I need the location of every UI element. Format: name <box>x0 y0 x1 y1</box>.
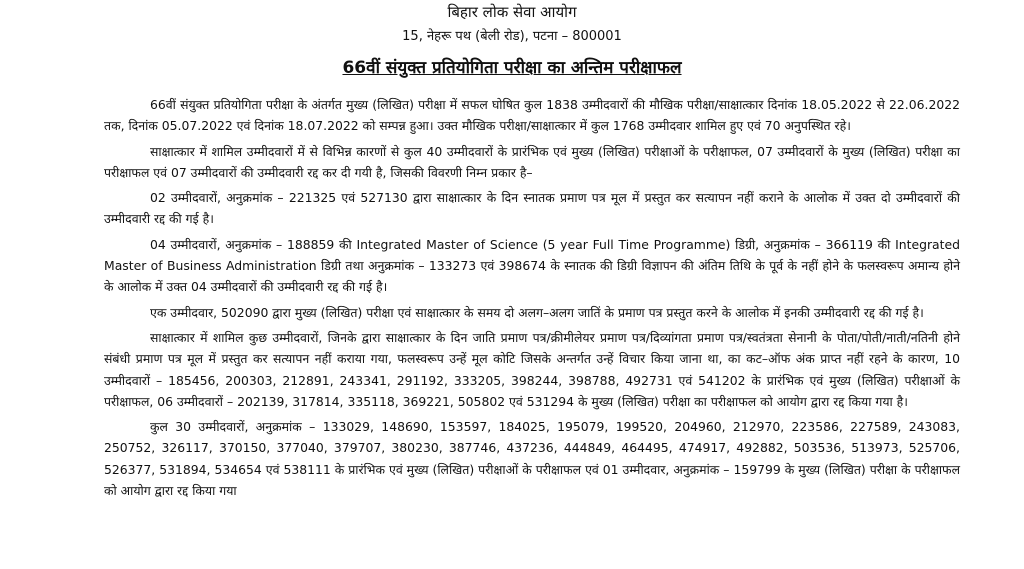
paragraph-cancellation-intro: साक्षात्कार में शामिल उम्मीदवारों में से विभिन्न कारणों से कुल 40 उम्मीदवारों के प्रारंभिक एवं मुख्य (लिखित) परीक्षाओं के परीक्षाफल, 07 उम्मीदवारों के मुख्य (लिखित) परीक्षा का परीक्षाफल एवं 07 उम्मीदवारों की उम्मीदवारी रद्द कर दी गयी है, जिसकी विवरणी निम्न प्रकार है– <box>104 143 960 180</box>
paragraph-invalid-degree: 04 उम्मीदवारों, अनुक्रमांक – 188859 की Integrated Master of Science (5 year Full Time Programme) डिग्री, अनुक्रमांक – 366119 की Integrated Master of Business Administration डिग्री तथा अनुक्रमांक – 133273 एवं 398674 के स्नातक की डिग्री विज्ञापन की अंतिम तिथि के पूर्व के नहीं होने के फलस्वरूप अमान्य होने के आलोक में उक्त 04 उम्मीदवारों की उम्मीदवारी रद्द की गई है। <box>104 236 960 295</box>
paragraph-graduation-certificate: 02 उम्मीदवारों, अनुक्रमांक – 221325 एवं 527130 द्वारा साक्षात्कार के दिन स्नातक प्रमाण पत्र मूल में प्रस्तुत कर सत्यापन नहीं कराने के आलोक में उक्त दो उम्मीदवारों की उम्मीदवारी रद्द की गई है। <box>104 190 960 227</box>
document-title: 66वीं संयुक्त प्रतियोगिता परीक्षा का अन्तिम परीक्षाफल <box>342 58 682 78</box>
paragraph-interview-summary: 66वीं संयुक्त प्रतियोगिता परीक्षा के अंतर्गत मुख्य (लिखित) परीक्षा में सफल घोषित कुल 1838 उम्मीदवारों की मौखिक परीक्षा/साक्षात्कार दिनांक 18.05.2022 से 22.06.2022 तक, दिनांक 05.07.2022 एवं दिनांक 18.07.2022 को सम्पन्न हुआ। उक्त मौखिक परीक्षा/साक्षात्कार में कुल 1768 उम्मीदवार शामिल हुए एवं 70 अनुपस्थित रहे। <box>104 97 960 134</box>
paragraph-caste-certificate: एक उम्मीदवार, 502090 द्वारा मुख्य (लिखित) परीक्षा एवं साक्षात्कार के समय दो अलग–अलग जातिं के प्रमाण पत्र प्रस्तुत करने के आलोक में इनकी उम्मीदवारी रद्द की गई है। <box>150 304 924 320</box>
organization-address: 15, नेहरू पथ (बेली रोड), पटना – 800001 <box>402 29 622 44</box>
organization-name: बिहार लोक सेवा आयोग <box>447 3 577 21</box>
paragraph-certificate-verification: साक्षात्कार में शामिल कुछ उम्मीदवारों, जिनके द्वारा साक्षात्कार के दिन जाति प्रमाण पत्र/क्रीमीलेयर प्रमाण पत्र/दिव्यांगता प्रमाण पत्र/स्वतंत्रता सेनानी के पोता/पोती/नाती/नतिनी होने संबंधी प्रमाण पत्र मूल में प्रस्तुत कर सत्यापन नहीं कराया गया, फलस्वरूप उन्हें मूल कोटि जिसके अन्तर्गत उन्हें विचार किया जाना था, का कट–ऑफ अंक प्राप्त नहीं रहने के कारण, 10 उम्मीदवारों – 185456, 200303, 212891, 243341, 291192, 333205, 398244, 398788, 492731 एवं 541202 के प्रारंभिक एवं मुख्य (लिखित) परीक्षाओं के परीक्षाफल, 06 उम्मीदवारों – 202139, 317814, 335118, 369221, 505802 एवं 531294 के मुख्य (लिखित) परीक्षा का परीक्षाफल को आयोग द्वारा रद्द किया गया है। <box>104 329 960 409</box>
paragraph-thirty-candidates: कुल 30 उम्मीदवारों, अनुक्रमांक – 133029, 148690, 153597, 184025, 195079, 199520, 204960, 212970, 223586, 227589, 243083, 250752, 326117, 370150, 377040, 379707, 380230, 387746, 437236, 444849, 464495, 474917, 492882, 503536, 513973, 525706, 526377, 531894, 534654 एवं 538111 के प्रारंभिक एवं मुख्य (लिखित) परीक्षाओं के परीक्षाफल एवं 01 उम्मीदवार, अनुक्रमांक – 159799 के मुख्य (लिखित) परीक्षा के परीक्षाफल को आयोग द्वारा रद्द किया गया <box>104 419 960 499</box>
document-body <box>104 94 960 505</box>
